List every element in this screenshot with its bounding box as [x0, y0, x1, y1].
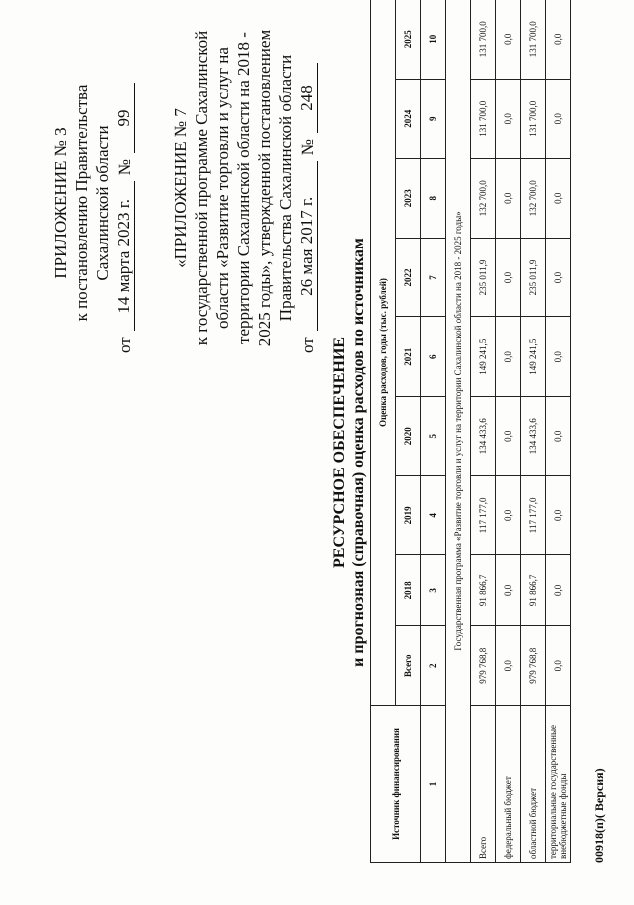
table-row: [496, 0, 521, 863]
source-header: Источник финансирования: [371, 706, 421, 863]
column-header: Всего: [396, 626, 421, 706]
attachment-date: 14 марта 2023 г.: [113, 181, 135, 331]
value-cell: 0,0: [496, 555, 521, 626]
value-cell: 132 700,0: [471, 159, 496, 239]
attachment-title: «ПРИЛОЖЕНИЕ № 7: [171, 108, 190, 268]
source-cell: территориальные государственные внебюджетные фонды: [546, 706, 571, 863]
group-header: Оценка расходов, годы (тыс. рублей): [371, 0, 396, 706]
value-cell: 91 866,7: [521, 555, 546, 626]
attachment-line: области «Развитие торговли и услуг на: [213, 47, 232, 329]
attachment-line: 2025 годы», утвержденной постановлением: [255, 29, 274, 347]
column-header: 2023: [396, 159, 421, 239]
value-cell: 235 011,9: [471, 238, 496, 317]
table-row: [471, 0, 496, 863]
attachment-date: 26 мая 2017 г.: [296, 161, 318, 331]
value-cell: 131 700,0: [521, 79, 546, 159]
value-cell: 0,0: [546, 476, 571, 555]
column-number: 2: [421, 626, 446, 706]
value-cell: 0,0: [496, 476, 521, 555]
column-header: 2022: [396, 238, 421, 317]
column-header: 2019: [396, 476, 421, 555]
attachment-line: территории Сахалинской области на 2018 -: [234, 32, 253, 344]
value-cell: 134 433,6: [471, 396, 496, 476]
value-cell: 0,0: [546, 317, 571, 397]
document-title: РЕСУРСНОЕ ОБЕСПЕЧЕНИЕ и прогнозная (справочная) оценка расходов по источникам: [331, 238, 367, 667]
column-number: 5: [421, 396, 446, 476]
value-cell: 979 768,8: [471, 626, 496, 706]
value-cell: 0,0: [546, 626, 571, 706]
column-header: 2025: [396, 0, 421, 79]
value-cell: 0,0: [496, 159, 521, 239]
value-cell: 0,0: [546, 396, 571, 476]
column-header: 2024: [396, 79, 421, 159]
value-cell: 0,0: [496, 0, 521, 79]
value-cell: 149 241,5: [471, 317, 496, 397]
value-cell: 0,0: [496, 396, 521, 476]
column-number: 8: [421, 159, 446, 239]
source-cell: федеральный бюджет: [496, 706, 521, 863]
attachment-line: Сахалинской области: [93, 125, 112, 281]
column-number: 7: [421, 238, 446, 317]
attachment-date-line: от 14 марта 2023 г. № 99: [113, 53, 135, 353]
attachment-number: 99: [113, 83, 135, 153]
attachment-line: к государственной программе Сахалинской: [192, 30, 211, 346]
value-cell: 131 700,0: [521, 0, 546, 79]
value-cell: 0,0: [496, 626, 521, 706]
value-cell: 0,0: [546, 159, 571, 239]
value-cell: 131 700,0: [471, 79, 496, 159]
value-cell: 117 177,0: [521, 476, 546, 555]
value-cell: 149 241,5: [521, 317, 546, 397]
table-row: [521, 0, 546, 863]
source-cell: Всего: [471, 706, 496, 863]
attachment-number: 248: [296, 63, 318, 133]
attachment-header-2: [170, 23, 318, 353]
program-row: Государственная программа «Развитие торговли и услуг на территории Сахалинской области на 2018 - 2025 годы»: [446, 0, 471, 863]
value-cell: 132 700,0: [521, 159, 546, 239]
resource-table: [370, 0, 571, 863]
value-cell: 0,0: [496, 79, 521, 159]
value-cell: 0,0: [546, 79, 571, 159]
column-header: 2018: [396, 555, 421, 626]
source-cell: областной бюджет: [521, 706, 546, 863]
column-number: 10: [421, 0, 446, 79]
attachment-title: ПРИЛОЖЕНИЕ № 3: [51, 127, 70, 279]
column-number: 6: [421, 317, 446, 397]
value-cell: 0,0: [546, 555, 571, 626]
column-number: 4: [421, 476, 446, 555]
value-cell: 979 768,8: [521, 626, 546, 706]
column-number: 3: [421, 555, 446, 626]
attachment-line: к постановлению Правительства: [72, 84, 91, 322]
attachment-line: Правительства Сахалинской области: [276, 54, 295, 322]
column-number: 9: [421, 79, 446, 159]
column-number: 1: [421, 706, 446, 863]
value-cell: 91 866,7: [471, 555, 496, 626]
column-header: 2020: [396, 396, 421, 476]
value-cell: 0,0: [546, 238, 571, 317]
column-header: 2021: [396, 317, 421, 397]
value-cell: 131 700,0: [471, 0, 496, 79]
value-cell: 0,0: [496, 317, 521, 397]
value-cell: 117 177,0: [471, 476, 496, 555]
value-cell: 134 433,6: [521, 396, 546, 476]
value-cell: 0,0: [546, 0, 571, 79]
document-code: 00918(п)( Версия): [592, 768, 606, 863]
value-cell: 235 011,9: [521, 238, 546, 317]
table-row: [546, 0, 571, 863]
attachment-date-line: от 26 мая 2017 г. № 248: [296, 23, 318, 353]
attachment-header-1: [50, 53, 135, 353]
value-cell: 0,0: [496, 238, 521, 317]
